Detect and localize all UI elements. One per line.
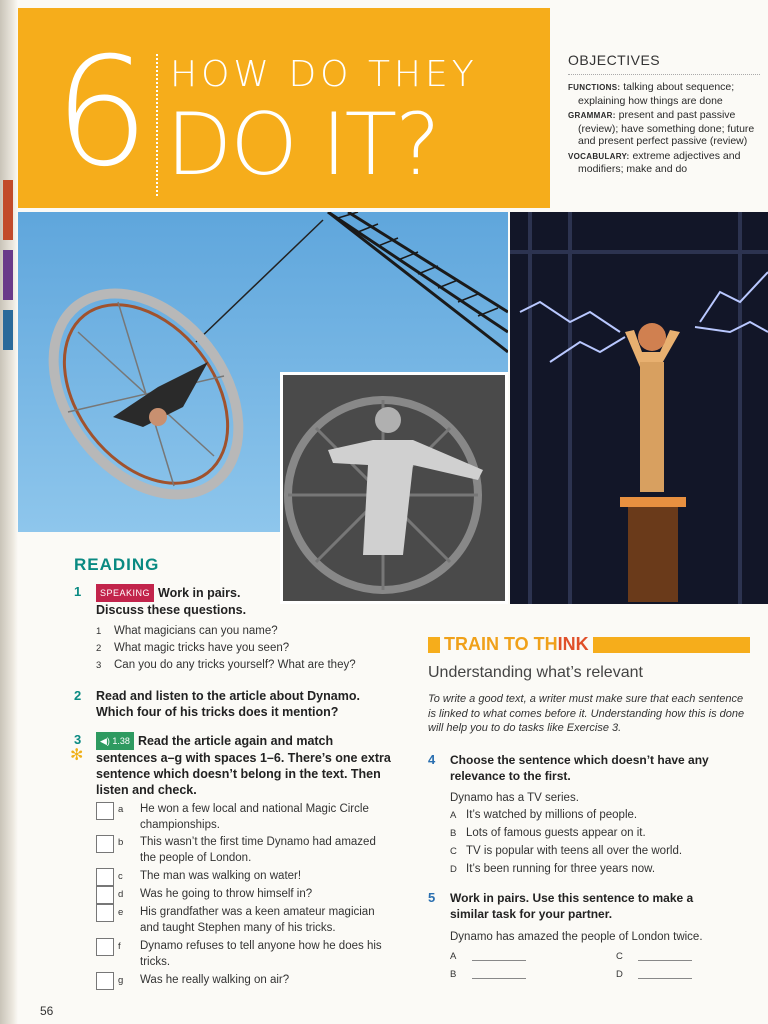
- discussion-question: [96, 642, 289, 654]
- unit-title-line1: HOW DO THEY: [170, 54, 478, 95]
- answer-label: B: [450, 969, 457, 980]
- option-letter: A: [450, 810, 457, 821]
- answer-box-b[interactable]: [96, 835, 114, 853]
- instruction-text: Read the article again and match sentences a–g with spaces 1–6. There’s one extra sentence which doesn’t belong in the text. Then listen and check.: [96, 734, 391, 797]
- sentence-letter: c: [118, 871, 123, 882]
- objective-text: present and past passive (review); have something done; future and present perfect passive (review): [578, 109, 755, 147]
- audio-track-number: 1.38: [112, 736, 130, 746]
- train-to-think-subtitle: Understanding what’s relevant: [428, 664, 643, 681]
- answer-box-g[interactable]: [96, 972, 114, 990]
- page-number: 56: [40, 1004, 54, 1018]
- option-text: It’s watched by millions of people.: [466, 809, 638, 821]
- title-part: TRAIN TO TH: [444, 634, 558, 654]
- answer-line-c[interactable]: [616, 950, 692, 962]
- sentence-letter: f: [118, 941, 121, 952]
- sentence-text: Dynamo refuses to tell anyone how he does his tricks.: [140, 940, 382, 968]
- relevance-option: [450, 863, 655, 875]
- question-number: 3: [96, 660, 102, 671]
- unit-number: 6: [54, 26, 146, 200]
- sentence-letter: d: [118, 889, 124, 900]
- relevance-option: [450, 809, 637, 821]
- sentence-option: [118, 869, 390, 885]
- unit-title-line2: DO IT?: [166, 95, 439, 195]
- answer-label: A: [450, 951, 457, 962]
- answer-label: C: [616, 951, 623, 962]
- exercise-2-instruction: Read and listen to the article about Dynamo. Which four of his tricks does it mention?: [96, 689, 360, 719]
- sentence-text: Was he going to throw himself in?: [140, 888, 313, 900]
- exercise-number: 4: [428, 752, 436, 767]
- discussion-question: [96, 625, 278, 637]
- sentence-option: [118, 887, 390, 903]
- option-letter: D: [450, 864, 457, 875]
- answer-blank[interactable]: [472, 960, 526, 961]
- answer-blank[interactable]: [638, 978, 692, 979]
- option-letter: C: [450, 846, 457, 857]
- photo-electric-performer: [510, 212, 768, 604]
- title-part: INK: [557, 634, 589, 654]
- title-divider: [156, 54, 158, 196]
- sentence-text: This wasn’t the first time Dynamo had amazed the people of London.: [140, 836, 376, 864]
- objective-functions: [568, 81, 760, 107]
- answer-box-d[interactable]: [96, 886, 114, 904]
- objective-vocabulary: [568, 150, 760, 176]
- exercise-3-instruction: [96, 732, 396, 798]
- sentence-option: [118, 973, 390, 989]
- relevance-option: [450, 827, 646, 839]
- option-letter: B: [450, 828, 457, 839]
- objective-text: talking about sequence; explaining how things are done: [578, 81, 735, 107]
- page-binding-edge: [0, 0, 18, 1024]
- answer-blank[interactable]: [472, 978, 526, 979]
- asterisk-icon: ✻: [70, 747, 84, 764]
- objectives-panel: [568, 52, 760, 178]
- answer-box-e[interactable]: [96, 904, 114, 922]
- sentence-letter: g: [118, 975, 124, 986]
- objective-key: FUNCTIONS:: [568, 83, 621, 92]
- sentence-text: Was he really walking on air?: [140, 974, 290, 986]
- sentence-text: He won a few local and national Magic Circle championships.: [140, 803, 369, 831]
- sentence-option: [118, 905, 395, 936]
- answer-box-f[interactable]: [96, 938, 114, 956]
- answer-label: D: [616, 969, 623, 980]
- photo-chained-escapologist: [280, 372, 508, 604]
- reading-heading: READING: [74, 555, 160, 574]
- question-number: 1: [96, 626, 102, 637]
- exercise-number: 1: [74, 584, 82, 599]
- question-text: Can you do any tricks yourself? What are they?: [114, 659, 356, 671]
- discussion-question: [96, 659, 356, 671]
- exercise-1-instruction: [96, 584, 276, 618]
- exercise-4-lead: Dynamo has a TV series.: [450, 792, 579, 804]
- objective-text: extreme adjectives and modifiers; make and do: [578, 149, 741, 175]
- sentence-option: [118, 939, 390, 970]
- sentence-text: The man was walking on water!: [140, 870, 302, 882]
- relevance-option: [450, 845, 682, 857]
- exercise-4-instruction: Choose the sentence which doesn’t have any relevance to the first.: [450, 753, 709, 783]
- exercise-number: 5: [428, 890, 436, 905]
- objectives-title: OBJECTIVES: [568, 52, 760, 75]
- option-text: It’s been running for three years now.: [466, 863, 656, 875]
- answer-line-a[interactable]: [450, 950, 526, 962]
- option-text: Lots of famous guests appear on it.: [466, 827, 646, 839]
- question-text: What magicians can you name?: [114, 625, 278, 637]
- train-to-think-intro: To write a good text, a writer must make sure that each sentence is linked to what comes before it. Understanding how this is done will help you to do tasks like Exercise 3.: [428, 693, 745, 734]
- exercise-number: 3: [74, 732, 82, 747]
- sentence-letter: b: [118, 837, 124, 848]
- answer-line-b[interactable]: [450, 968, 526, 980]
- sentence-option: [118, 835, 395, 866]
- objective-key: VOCABULARY:: [568, 151, 630, 161]
- exercise-5-instruction: Work in pairs. Use this sentence to make a similar task for your partner.: [450, 891, 694, 921]
- sentence-text: His grandfather was a keen amateur magician and taught Stephen many of his tricks.: [140, 906, 375, 934]
- sentence-letter: e: [118, 907, 124, 918]
- option-text: TV is popular with teens all over the world.: [466, 845, 683, 857]
- answer-box-a[interactable]: [96, 802, 114, 820]
- objective-key: GRAMMAR:: [568, 111, 616, 120]
- exercise-5-lead: Dynamo has amazed the people of London twice.: [450, 931, 703, 943]
- question-text: What magic tricks have you seen?: [114, 642, 290, 654]
- train-to-think-title: [440, 634, 593, 655]
- answer-line-d[interactable]: [616, 968, 692, 980]
- sentence-letter: a: [118, 804, 124, 815]
- unit-header: [18, 8, 550, 208]
- objective-grammar: [568, 109, 760, 148]
- answer-blank[interactable]: [638, 960, 692, 961]
- question-number: 2: [96, 643, 102, 654]
- audio-track-tag: ◀) 1.38: [96, 732, 134, 750]
- sentence-option: [118, 802, 390, 833]
- answer-box-c[interactable]: [96, 868, 114, 886]
- speaking-tag: SPEAKING: [96, 584, 154, 602]
- exercise-number: 2: [74, 688, 82, 703]
- instruction-text: Work in pairs. Discuss these questions.: [96, 586, 247, 617]
